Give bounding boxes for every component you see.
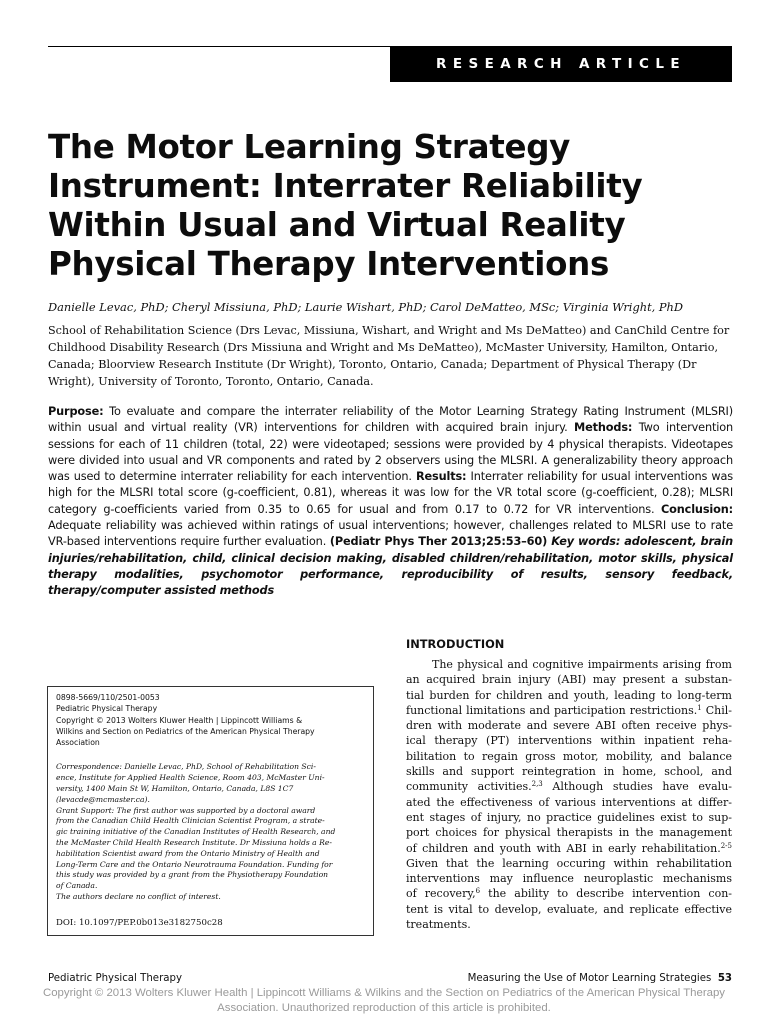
title-line: Instrument: Interrater Reliability [48, 167, 643, 205]
journal-name-line: Pediatric Physical Therapy [56, 704, 158, 714]
intro-line: skills and support reintegration in home, school, and [406, 765, 732, 779]
affiliations [48, 322, 738, 390]
conclusion-label: Conclusion: [661, 502, 733, 516]
intro-text: Chil- [701, 703, 732, 717]
conclusion-text: Adequate reliability was achieved within ratings of usual interventions; however, challenges related to MLSRI use to rate VR-based interventions require further evaluation. [48, 519, 733, 549]
note-line: habilitation Scientist award from the Ontario Ministry of Health and [56, 848, 320, 858]
reference-superscript[interactable]: 2-5 [720, 841, 732, 850]
intro-line: tial burden for children and youth, leading to long-term [406, 688, 732, 702]
footer-journal: Pediatric Physical Therapy [48, 973, 182, 984]
watermark-line: Copyright © 2013 Wolters Kluwer Health | Lippincott Williams & Wilkins and the Section on Pediatrics of the American Physical Therapy [42, 987, 726, 999]
article-type-banner: RESEARCH ARTICLE [390, 46, 732, 82]
introduction-body [406, 657, 732, 932]
keywords-text: adolescent, brain injuries/rehabilitation, child, clinical decision making, disabled children/rehabilitation, motor skills, physical therapy modalities, psychomotor performance, reproducibility of results, sensory feedback, therapy/computer assisted methods [48, 535, 733, 598]
note-line: gic training initiative of the Canadian Institutes of Health Research, and [56, 827, 336, 837]
header-rule [48, 46, 390, 47]
intro-text: the ability to describe intervention con- [480, 887, 732, 901]
purpose-text: To evaluate and compare the interrater reliability of the Motor Learning Strategy Rating Instrument (MLSRI) within usual and virtual reality (VR) interventions for children with acquired brain injury. [48, 405, 733, 435]
intro-line [406, 886, 732, 901]
note-line: this study was provided by a grant from the Physiotherapy Foundation [56, 870, 329, 880]
intro-text: functional limitations and participation restrictions. [406, 703, 698, 717]
title-line: The Motor Learning Strategy [48, 128, 571, 166]
issn-line: 0898-5669/110/2501-0053 [56, 693, 160, 702]
intro-line: dren with moderate and severe ABI often receive phys- [406, 719, 732, 733]
keywords-label: Key words: [547, 535, 621, 549]
affiliation-line: School of Rehabilitation Science (Drs Levac, Missiuna, Wishart, and Wright and Ms DeMatteo) and CanChild Centre for [48, 324, 730, 337]
note-line: of Canada. [56, 881, 98, 891]
copyright-line: Association [56, 738, 100, 748]
correspondence-notes [56, 762, 365, 902]
doi[interactable]: DOI: 10.1097/PEP.0b013e3182750c28 [56, 918, 223, 928]
intro-line: interventions may influence neuroplastic mechanisms [406, 872, 732, 886]
intro-line: ated the effectiveness of various interventions at differ- [406, 795, 732, 809]
copyright-line: Wilkins and Section on Pediatrics of the American Physical Therapy [56, 726, 315, 736]
section-heading-introduction: INTRODUCTION [406, 637, 505, 651]
intro-line [406, 703, 732, 718]
results-label: Results: [415, 470, 467, 484]
copyright-line: Copyright © 2013 Wolters Kluwer Health | Lippincott Williams & [56, 715, 303, 725]
intro-line: tent is vital to develop, evaluate, and replicate effective [406, 902, 732, 916]
methods-label: Methods: [574, 421, 633, 435]
title-line: Physical Therapy Interventions [48, 245, 610, 283]
results-text: Interrater reliability for usual interventions was high for the MLSRI total score (g-coefficient, 0.81), whereas it was low for the VR total score (g-coefficient, 0.28); MLSRI category g-coefficients varied from 0.35 to 0.65 for usual and from 0.17 to 0.72 for VR interventions. [48, 470, 733, 516]
author-list: Danielle Levac, PhD; Cheryl Missiuna, PhD; Laurie Wishart, PhD; Carol DeMatteo, MSc; Virginia Wright, PhD [48, 300, 684, 314]
citation: (Pediatr Phys Ther 2013;25:53–60) [329, 535, 548, 549]
affiliation-line: Wright), University of Toronto, Toronto, Ontario, Canada. [48, 375, 374, 388]
intro-line [406, 779, 732, 794]
intro-line: treatments. [406, 918, 471, 932]
reference-superscript[interactable]: 2,3 [531, 780, 543, 789]
intro-line: ent stages of injury, no practice guidelines exist to sup- [406, 810, 732, 824]
article-title [48, 128, 738, 284]
note-line: the McMaster Child Health Research Institute. Dr Missiuna holds a Re- [56, 838, 332, 848]
intro-line: Given that the learning occuring within rehabilitation [406, 856, 732, 870]
title-line: Within Usual and Virtual Reality [48, 206, 626, 244]
note-line: ence, Institute for Applied Health Science, Room 403, McMaster Uni- [56, 773, 325, 783]
intro-line: bilitation to regain gross motor, mobility, and balance [406, 749, 732, 763]
note-line: Correspondence: Danielle Levac, PhD, School of Rehabilitation Sci- [56, 762, 316, 772]
intro-text: community activities. [406, 780, 532, 794]
note-line: Grant Support: The first author was supported by a doctoral award [56, 805, 316, 815]
intro-line: The physical and cognitive impairments arising from [432, 658, 732, 671]
intro-text: of recovery, [406, 887, 476, 901]
intro-line: port choices for physical therapists in the management [406, 826, 732, 840]
intro-line: an acquired brain injury (ABI) may present a substan- [406, 673, 732, 687]
note-line: Long-Term Care and the Ontario Neurotrauma Foundation. Funding for [56, 859, 333, 869]
affiliation-line: Childhood Disability Research (Drs Missiuna and Wright and Ms DeMatteo), McMaster University, Hamilton, Ontario, [48, 341, 719, 354]
watermark-line: Association. Unauthorized reproduction of this article is prohibited. [217, 1002, 551, 1014]
abstract [48, 404, 733, 600]
footer-running-title [468, 973, 732, 984]
page-number: 53 [717, 973, 732, 984]
purpose-label: Purpose: [48, 405, 104, 418]
intro-line: ical therapy (PT) interventions within inpatient reha- [406, 734, 732, 748]
intro-line [406, 841, 732, 856]
note-line: from the Canadian Child Health Clinician Scientist Program, a strate- [56, 816, 325, 826]
copyright-watermark [0, 986, 768, 1016]
correspondence-email[interactable]: (levacde@mcmaster.ca). [56, 794, 150, 804]
reference-superscript[interactable]: 1 [697, 703, 702, 712]
intro-text: of children and youth with ABI in early rehabilitation. [406, 841, 721, 855]
intro-text: Although studies have evalu- [542, 780, 732, 794]
note-line: versity, 1400 Main St W, Hamilton, Ontario, Canada, L8S 1C7 [56, 784, 294, 794]
note-line: The authors declare no conflict of interest. [56, 892, 221, 902]
affiliation-line: Canada; Bloorview Research Institute (Dr Wright), Toronto, Ontario, Canada; Department of Physical Therapy (Dr [48, 358, 697, 371]
methods-text: Two intervention sessions for each of 11 children (total, 22) were videotaped; sessions were provided by 4 physical therapists. Videotapes were divided into usual and VR components and rated by 2 observers using the MLSRI. A generalizability theory approach was used to determine interrater reliability for each intervention. [48, 421, 733, 484]
reference-superscript[interactable]: 6 [475, 887, 481, 896]
publication-info-box [47, 686, 374, 936]
running-title: Measuring the Use of Motor Learning Strategies [467, 973, 712, 984]
